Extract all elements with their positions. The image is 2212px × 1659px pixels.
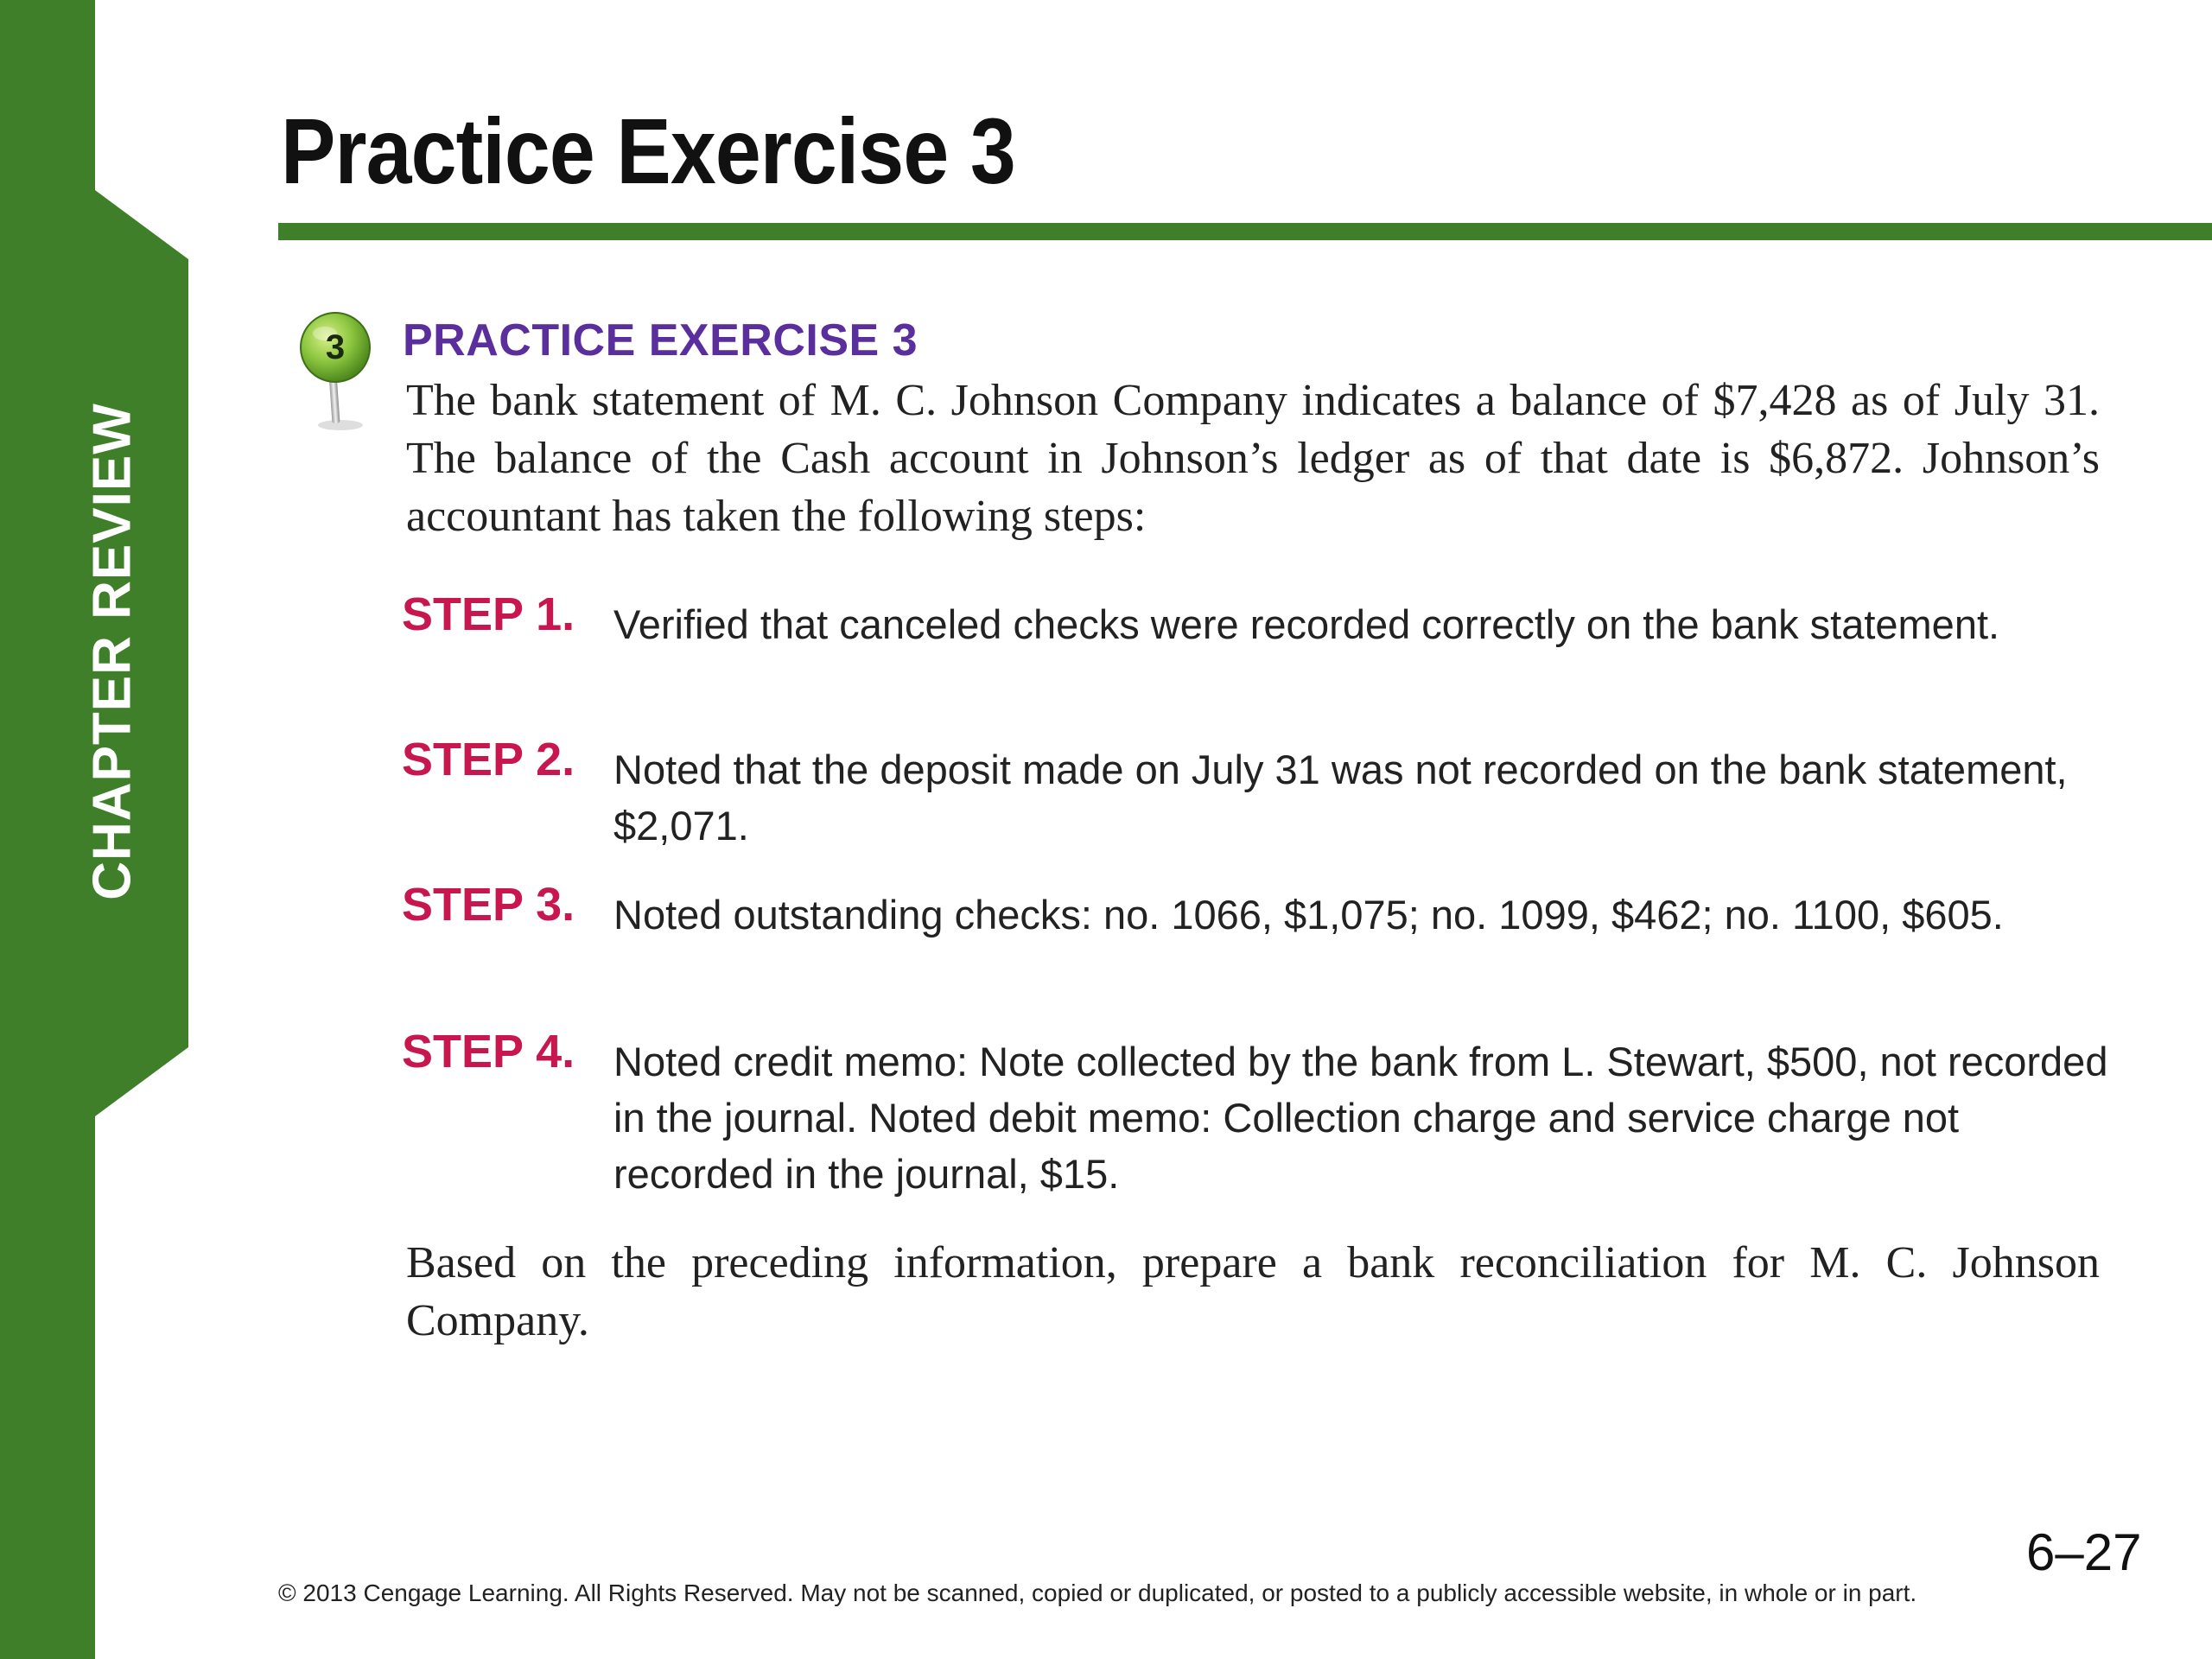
step-label: STEP 3. bbox=[402, 879, 575, 931]
title-divider bbox=[278, 223, 2212, 240]
step-label: STEP 4. bbox=[402, 1026, 575, 1077]
exercise-number-badge: 3 bbox=[325, 328, 346, 366]
page-title: Practice Exercise 3 bbox=[281, 99, 1015, 203]
chapter-review-label: CHAPTER REVIEW bbox=[82, 403, 143, 900]
step-text: Noted that the deposit made on July 31 was not recorded on the bank statement, $2,071. bbox=[613, 747, 2068, 849]
step-text: Noted credit memo: Note collected by the bank from L. Stewart, $500, not recorded in the journal. Noted debit memo: Collection charge and service charge not recorded in the journal, $15. bbox=[613, 1039, 2108, 1197]
step-text: Noted outstanding checks: no. 1066, $1,075; no. 1099, $462; no. 1100, $605. bbox=[613, 892, 2004, 938]
step-label: STEP 1. bbox=[402, 588, 575, 640]
step-text: Verified that canceled checks were recorded correctly on the bank statement. bbox=[613, 601, 2000, 647]
step-label: STEP 2. bbox=[402, 734, 575, 785]
exercise-heading: PRACTICE EXERCISE 3 bbox=[403, 315, 918, 365]
intro-paragraph: The bank statement of M. C. Johnson Company indicates a balance of $7,428 as of July 31. The balance of the Cash account in Johnson’s ledger as of that date is $6,872. Johnson’s accountant has taken the following steps: bbox=[406, 376, 2100, 541]
page-number: 6–27 bbox=[2026, 1523, 2142, 1581]
closing-paragraph: Based on the preceding information, prepare a bank reconciliation for M. C. Johnson Company. bbox=[406, 1238, 2100, 1345]
copyright-notice: © 2013 Cengage Learning. All Rights Reserved. May not be scanned, copied or duplicated, or posted to a publicly accessible website, in whole or in part. bbox=[278, 1580, 1917, 1606]
